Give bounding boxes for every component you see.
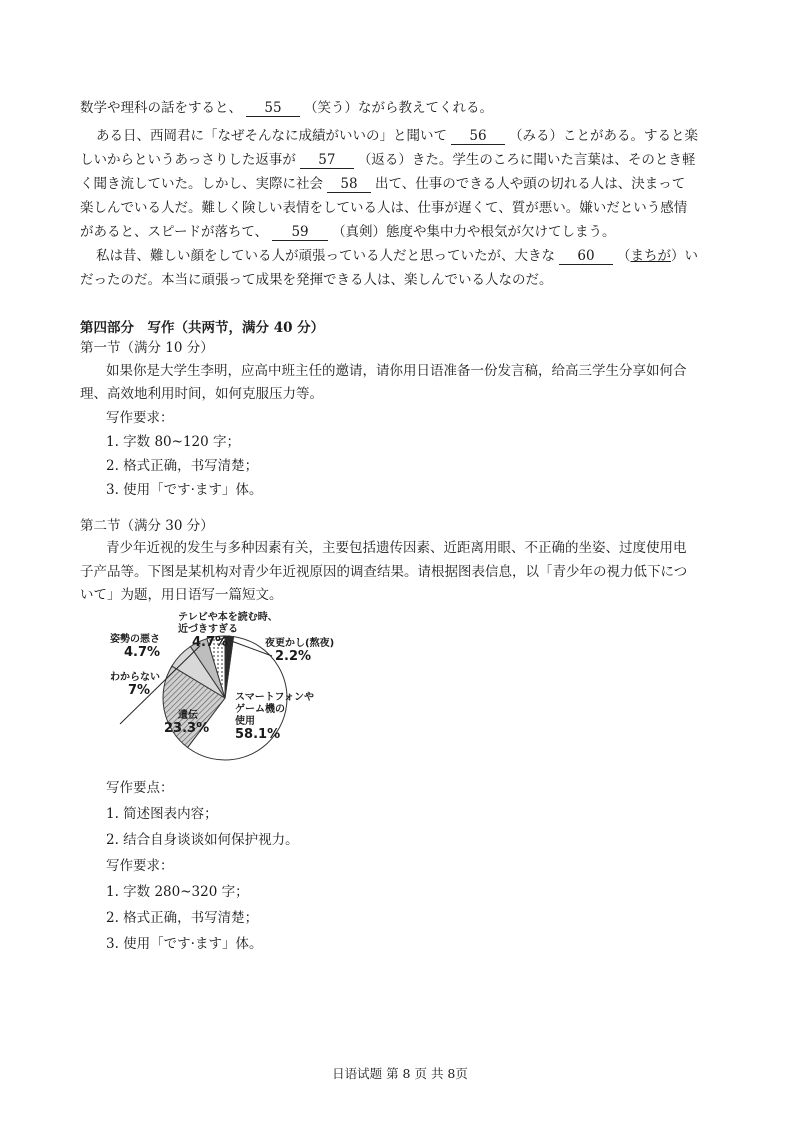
- passage-line-3: [80, 150, 695, 170]
- section1-heading: 第一节（满分 10 分）: [80, 340, 214, 356]
- section2-point-1: 1. 简述图表内容；: [106, 806, 218, 822]
- section2-req-heading: 写作要求：: [106, 858, 174, 874]
- blank-58: 58: [327, 177, 371, 193]
- passage-text: く聞き流していた。しかし、実際に社会: [80, 176, 323, 192]
- pie-label-text: 遺伝: [178, 710, 198, 721]
- page-footer: 日语试题 第 8 页 共 8页: [332, 1066, 468, 1081]
- section1-req-1: 1. 字数 80~120 字；: [106, 434, 241, 450]
- pie-label-genetics: [164, 710, 209, 736]
- passage-text: ）い: [671, 248, 698, 264]
- pie-label-late-night: [265, 638, 334, 664]
- passage-text: しいからというあっさりした返事が: [80, 152, 296, 168]
- pie-label-text: 使用: [235, 716, 255, 727]
- section1-req-2: 2. 格式正确，书写清楚；: [106, 458, 259, 474]
- passage-text: （笑う）ながら教えてくれる。: [304, 100, 493, 116]
- pie-label-tv: [178, 612, 278, 650]
- passage-line-1: [80, 98, 493, 118]
- pie-label-value: 4.7%: [124, 645, 161, 660]
- blank-60: 60: [559, 249, 613, 265]
- pie-label-unknown: [110, 672, 160, 698]
- blank-57: 57: [300, 153, 354, 169]
- section2-prompt-2: 子产品等。下图是某机构对青少年近视原因的调查结果。请根据图表信息，以「青少年の視力低下につ: [80, 564, 688, 580]
- section1-req-3: 3. 使用「です·ます」体。: [106, 482, 263, 498]
- passage-text: （: [617, 248, 631, 264]
- underlined-hint: まちが: [630, 248, 671, 264]
- section2-req-1: 1. 字数 280~320 字；: [106, 884, 249, 900]
- passage-text: があると、スピードが落ちて、: [80, 224, 269, 240]
- pie-label-text: テレビや本を読む時、: [178, 612, 278, 623]
- section1-prompt-2: 理、高效地利用时间，如何克服压力等。: [80, 386, 323, 402]
- passage-text: 数学や理科の話をすると、: [80, 100, 242, 116]
- pie-label-text: ゲーム機の: [235, 704, 285, 715]
- pie-label-value: 7%: [128, 683, 151, 698]
- passage-line-7: [96, 246, 698, 266]
- section2-heading: 第二节（满分 30 分）: [80, 518, 214, 534]
- passage-text: 出て、仕事のできる人や頭の切れる人は、決まって: [375, 176, 686, 192]
- section2-points-heading: 写作要点：: [106, 780, 174, 796]
- section1-prompt-1: 如果你是大学生李明，应高中班主任的邀请，请你用日语准备一份发言稿，给高三学生分享如何合: [106, 363, 687, 379]
- section2-req-2: 2. 格式正确，书写清楚；: [106, 910, 259, 926]
- passage-line-2: [96, 126, 698, 146]
- passage-text: （真剣）態度や集中力や根気が欠けてしまう。: [332, 224, 616, 240]
- pie-label-smartphone: [235, 692, 314, 742]
- pie-label-text: 近づきすぎる: [178, 624, 238, 635]
- section2-prompt-1: 青少年近视的发生与多种因素有关，主要包括遗传因素、近距离用眼、不正确的坐姿、过度使用电: [106, 540, 687, 556]
- pie-label-value: 23.3%: [164, 721, 210, 736]
- blank-59: 59: [272, 225, 328, 241]
- section2-point-2: 2. 结合自身谈谈如何保护视力。: [106, 832, 299, 848]
- passage-line-5: 楽しんでいる人だ。難しく険しい表情をしている人は、仕事が遅くて、質が悪い。嫌いだという感情: [80, 200, 688, 216]
- part4-heading: 第四部分 写作（共两节，满分 40 分）: [80, 320, 325, 336]
- pie-label-value: 4.7%: [192, 635, 229, 650]
- passage-text: （返る）きた。学生のころに聞いた言葉は、そのとき軽: [357, 152, 696, 168]
- passage-text: 私は昔、難しい顔をしている人が頑張っている人だと思っていたが、大きな: [96, 248, 555, 264]
- pie-label-value: 2.2%: [275, 649, 312, 664]
- passage-line-8: だったのだ。本当に頑張って成果を発揮できる人は、楽しんでいる人なのだ。: [80, 272, 553, 288]
- blank-56: 56: [451, 129, 505, 145]
- passage-text: （みる）ことがある。すると楽: [509, 128, 698, 144]
- pie-label-text: 姿勢の悪さ: [110, 634, 160, 645]
- pie-label-value: 58.1%: [235, 727, 281, 742]
- pie-label-posture: [110, 634, 160, 660]
- section2-req-3: 3. 使用「です·ます」体。: [106, 936, 263, 952]
- pie-label-text: スマートフォンや: [235, 692, 314, 703]
- pie-label-text: わからない: [110, 672, 160, 683]
- section1-req-heading: 写作要求：: [106, 410, 174, 426]
- passage-text: ある日、西岡君に「なぜそんなに成績がいいの」と聞いて: [96, 128, 447, 144]
- passage-line-6: [80, 222, 616, 242]
- section2-prompt-3: いて」为题，用日语写一篇短文。: [80, 587, 283, 603]
- pie-chart: [80, 606, 360, 766]
- blank-55: 55: [246, 101, 300, 117]
- passage-line-4: [80, 174, 685, 194]
- pie-label-text: 夜更かし(熬夜): [265, 638, 335, 649]
